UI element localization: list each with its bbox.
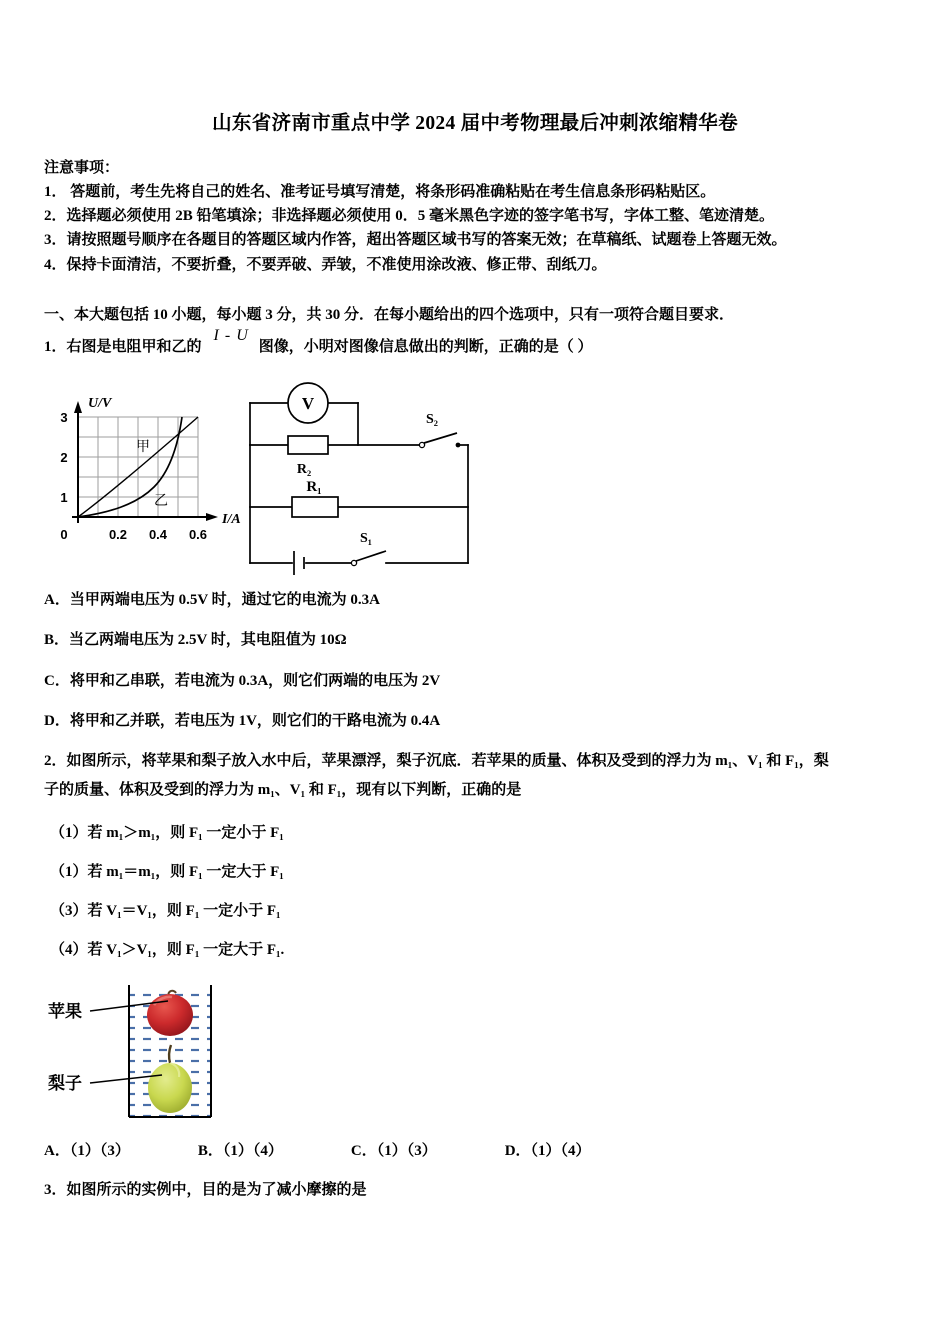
graph-x-arrow: [206, 513, 218, 521]
graph-xtick-04: 0.4: [148, 527, 168, 543]
graph-y-arrow: [74, 401, 82, 413]
switch-s1-pivot: [351, 560, 356, 565]
question-2: [44, 747, 906, 963]
question-3-stem-text: 如图所示的实例中，目的是为了减小摩擦的是: [66, 1181, 367, 1198]
notice-item-1: 1． 答题前，考生先将自己的姓名、准考证号填写清楚，将条形码准确粘贴在考生信息条形码粘贴区。: [44, 183, 716, 200]
question-1-stem: [44, 327, 906, 361]
resistor-r1-label: R₁: [306, 479, 322, 496]
question-2-stem-line-1: [44, 747, 906, 776]
graph-curve-label-jia: 甲: [136, 438, 150, 455]
question-2-answer-b[interactable]: B．（1）（4）: [197, 1142, 283, 1159]
question-1-option-c[interactable]: C．将甲和乙串联，若电流为 0.3A，则它们两端的电压为 2V: [44, 672, 441, 689]
graph-xtick-02: 0.2: [108, 527, 128, 543]
resistor-r2-label: R₂: [296, 462, 312, 478]
question-2-answer-c[interactable]: C．（1）（3）: [350, 1142, 437, 1159]
switch-s1-label: S₁: [360, 531, 372, 547]
question-2-judgment-4: （4）若 V₁＞V₁，则 F₁ 一定大于 F₁.: [50, 942, 285, 959]
question-2-stem-text-1: 如图所示，将苹果和梨子放入水中后，苹果漂浮，梨子沉底．若苹果的质量、体积及受到的浮力为 m₁、V₁ 和 F₁，梨: [66, 753, 829, 770]
question-1-figures: [44, 377, 906, 589]
question-2-answer-row: [44, 1139, 906, 1160]
graph-origin-label: 0: [60, 527, 68, 543]
question-3-number: 3．: [44, 1181, 67, 1198]
question-2-judgment-2: （1）若 m₁＝m₁，则 F₁ 一定大于 F₁: [50, 863, 284, 880]
apple-label: 苹果: [48, 1001, 82, 1021]
graph-ytick-1: 1: [60, 490, 68, 506]
question-1-stem-after: 图像，小明对图像信息做出的判断，正确的是（ ）: [258, 339, 593, 356]
graph-curve-label-yi: 乙: [154, 492, 168, 509]
graph-xtick-06: 0.6: [188, 527, 208, 543]
question-2-judgment-3: （3）若 V₁＝V₁，则 F₁ 一定小于 F₁: [50, 903, 281, 920]
question-2-judgment-1: （1）若 m₁＞m₁，则 F₁ 一定小于 F₁: [50, 824, 284, 841]
resistor-r2-icon: [288, 436, 328, 454]
question-3-stem: [44, 1178, 906, 1202]
battery-icon: [294, 551, 304, 575]
switch-s2-contact: [456, 443, 461, 448]
question-1-options: [44, 589, 906, 733]
ui-graph-figure: [50, 387, 250, 562]
circuit-diagram-figure: [236, 375, 476, 580]
question-1-option-d[interactable]: D．将甲和乙并联，若电压为 1V，则它们的干路电流为 0.4A: [44, 712, 441, 729]
question-2-answer-a[interactable]: A．（1）（3）: [44, 1142, 130, 1159]
question-1-number: 1．: [44, 339, 67, 356]
question-1-option-a[interactable]: A．当甲两端电压为 0.5V 时，通过它的电流为 0.3A: [44, 592, 380, 609]
notice-item-2: 2．选择题必须使用 2B 铅笔填涂；非选择题必须使用 0．5 毫米黑色字迹的签字笔书写，字体工整、笔迹清楚。: [44, 208, 775, 225]
question-1-stem-before: 右图是电阻甲和乙的: [66, 339, 202, 356]
resistor-r1-icon: [292, 497, 338, 517]
notice-item-4: 4．保持卡面清洁，不要折叠，不要弄破、弄皱，不准使用涂改液、修正带、刮纸刀。: [44, 256, 607, 273]
circuit-wires: [250, 403, 468, 563]
switch-s1-blade: [356, 551, 386, 561]
switch-s2-pivot: [419, 442, 424, 447]
graph-y-axis-label: U/V: [88, 396, 112, 412]
graph-ytick-2: 2: [60, 450, 68, 466]
switch-s2-blade: [424, 433, 457, 443]
page-title: 山东省济南市重点中学 2024 届中考物理最后冲刺浓缩精华卷: [212, 113, 738, 134]
graph-x-axis-label: I/A: [222, 512, 241, 528]
notice-item-3: 3．请按照题号顺序在各题目的答题区域内作答，超出答题区域书写的答案无效；在草稿纸、试题卷上答题无效。: [44, 232, 787, 249]
pear-label: 梨子: [48, 1073, 82, 1093]
question-2-number: 2．: [44, 753, 67, 770]
notice-heading: 注意事项：: [44, 160, 120, 177]
question-2-answer-d[interactable]: D．（1）（4）: [504, 1142, 591, 1159]
buoyancy-figure: [46, 979, 906, 1129]
question-2-stem-line-2: 子的质量、体积及受到的浮力为 m₁、V₁ 和 F₁，现有以下判断，正确的是: [44, 782, 522, 799]
question-1-option-b[interactable]: B．当乙两端电压为 2.5V 时，其电阻值为 10Ω: [44, 632, 347, 649]
voltmeter-label: V: [301, 394, 315, 414]
question-1-iu-label: I - U: [213, 327, 249, 345]
switch-s2-label: S₂: [426, 412, 438, 428]
graph-ytick-3: 3: [60, 410, 68, 426]
section-heading: 一、本大题包括 10 小题，每小题 3 分，共 30 分．在每小题给出的四个选项中，只有一项符合题目要求．: [44, 307, 735, 324]
